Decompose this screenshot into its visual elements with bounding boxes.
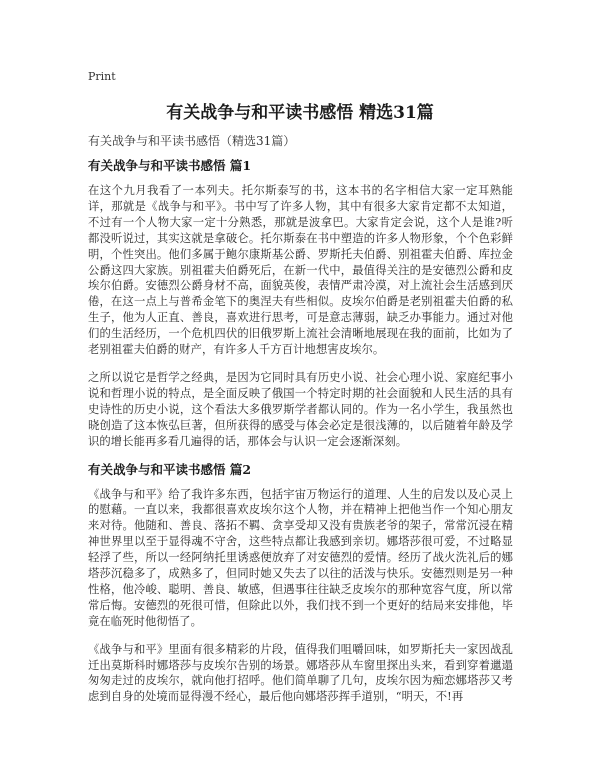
paragraph: 在这个九月我看了一本列夫。托尔斯泰写的书，这本书的名字相信大家一定耳熟能详，那就是《战争与和平》。书中写了许多人物，其中有很多大家肯定都不太知道，不过有一个人物大家一定十分熟悉，那就是波拿巴。大家肯定会说，这个人是谁?听都没听说过，其实这就是拿破仑。托尔斯泰在书中塑造的许多人物形象，个个色彩鲜明，个性突出。他们多属于鲍尔康斯基公爵、罗斯托夫伯爵、别祖霍夫伯爵、库拉金公爵这四大家族。别祖霍夫伯爵死后，在新一代中，最值得关注的是安德烈公爵和皮埃尔伯爵。安德烈公爵身材不高，面貌英俊，表情严肃冷漠，对上流社会生活感到厌倦，在这一点上与普希金笔下的奥涅夫有些相似。皮埃尔伯爵是老别祖霍夫伯爵的私生子，他为人正直、善良，喜欢进行思考，可是意志薄弱，缺乏办事能力。通过对他们的生活经历，一个危机四伏的旧俄罗斯上流社会清晰地展现在我的面前，比如为了老别祖霍夫伯爵的财产，有许多人千方百计地想害皮埃尔。	[88, 184, 513, 357]
page-title: 有关战争与和平读书感悟 精选31篇	[166, 103, 434, 123]
paragraph: 《战争与和平》给了我许多东西，包括宇宙万物运行的道理、人生的启发以及心灵上的慰藉。一直以来，我都很喜欢皮埃尔这个人物，并在精神上把他当作一个知心朋友来对待。他随和、善良、落拓不羁、贪享受却又没有贵族老爷的架子，常常沉浸在精神世界里以至于显得魂不守舍，这些特点都让我感到亲切。娜塔莎很可爱，不过略显轻浮了些，所以一经阿纳托里诱惑便放弃了对安德烈的爱情。经历了战火洗礼后的娜塔莎沉稳多了，成熟多了，但同时她又失去了以往的活泼与快乐。安德烈则是另一种性格，他冷峻、聪明、善良、敏感，但遇事往往缺乏皮埃尔的那种宽容气度，所以常常后悔。安德烈的死很可惜，但除此以外，我们找不到一个更好的结局来安排他，毕竟在临死时他彻悟了。	[88, 487, 513, 628]
document-subtitle: 有关战争与和平读书感悟（精选31篇）	[88, 134, 296, 148]
paragraph: 《战争与和平》里面有很多精彩的片段，值得我们咀嚼回味，如罗斯托夫一家因战乱迁出莫斯科时娜塔莎与皮埃尔告别的场景。娜塔莎从车窗里探出头来，看到穿着邋遢匆匆走过的皮埃尔，就向他打招呼。他们简单聊了几句，皮埃尔因为痴恋娜塔莎又考虑到自身的处境而显得漫不经心，最后他向娜塔莎挥手道别，“明天，不!再	[88, 642, 513, 704]
print-link[interactable]: Print	[88, 70, 116, 83]
section-heading: 有关战争与和平读书感悟 篇1	[88, 158, 252, 173]
document-body	[88, 158, 513, 717]
section-2	[88, 462, 513, 706]
paragraph: 之所以说它是哲学之经典，是因为它同时具有历史小说、社会心理小说、家庭纪事小说和哲理小说的特点，是全面反映了俄国一个特定时期的社会面貌和人民生活的具有史诗性的历史小说，这个看法大多俄罗斯学者都认同的。作为一名小学生，我虽然也晓创造了这本恢弘巨著，但所获得的感受与体会必定是很浅薄的，以后随着年龄及学识的增长能再多看几遍得的话，那体会与认识一定会逐渐深刻。	[88, 370, 513, 448]
section-heading: 有关战争与和平读书感悟 篇2	[88, 461, 252, 477]
section-1	[88, 158, 513, 450]
